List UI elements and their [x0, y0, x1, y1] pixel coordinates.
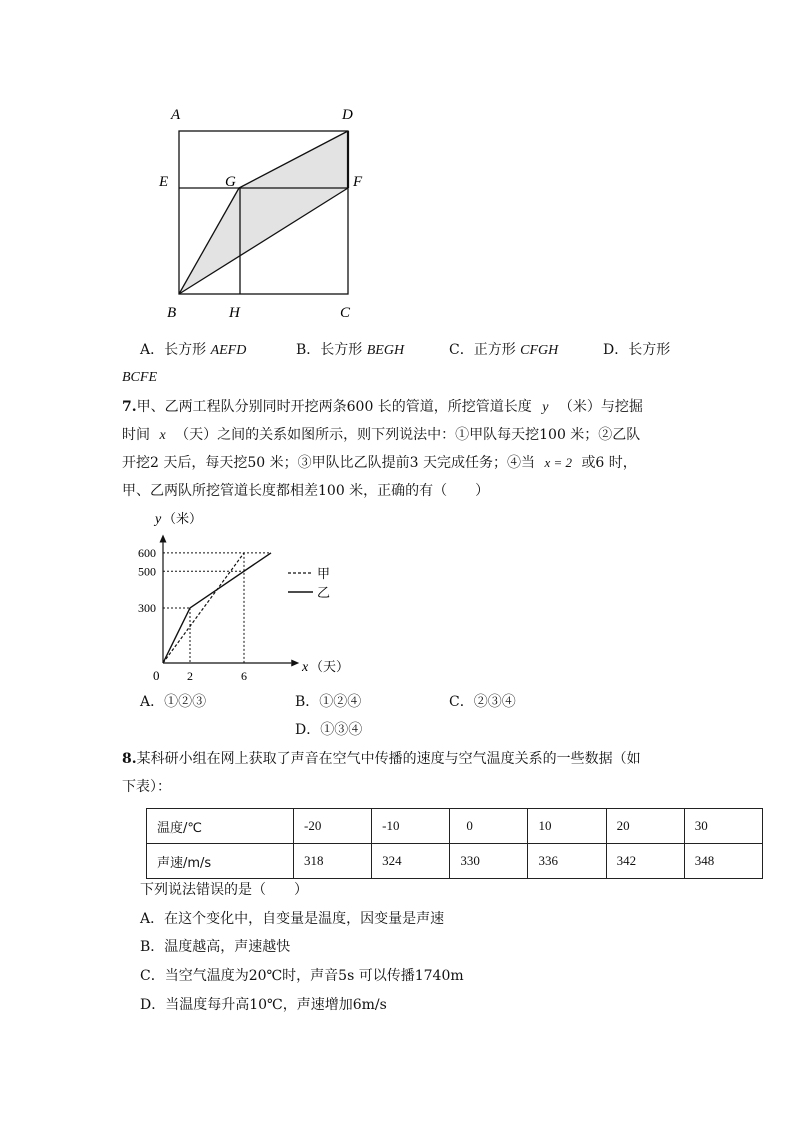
q7-option-b: B．①②④: [295, 694, 362, 710]
table-cell: 30: [684, 809, 762, 844]
table-row: [147, 844, 763, 879]
q6-option-c: [449, 340, 558, 361]
rectangle-diagram: [150, 100, 380, 330]
table-cell: -10: [372, 809, 450, 844]
label-e: E: [159, 174, 169, 190]
x-tick-label: 6: [241, 669, 247, 683]
origin-label: 0: [153, 668, 160, 683]
option-var: AEFD: [210, 343, 247, 358]
speed-table: [146, 808, 763, 879]
y-tick-label: 500: [138, 564, 156, 579]
option-var: BEGH: [366, 343, 405, 358]
label-d: D: [342, 107, 353, 123]
y-axis-arrow: [160, 535, 167, 543]
legend-jia-label: 甲: [317, 566, 331, 581]
q8-option-c: C．当空气温度为20℃时，声音5s 可以传播1740m: [140, 968, 464, 984]
q7-number: 7.: [122, 399, 137, 415]
x-axis-unit: （天）: [310, 659, 350, 674]
q7-line1-a: 甲、乙两工程队分别同时开挖两条600 长的管道，所挖管道长度: [136, 399, 532, 415]
table-cell: 342: [606, 844, 684, 879]
q8-question: 下列说法错误的是（ ）: [140, 882, 308, 898]
table-row-head: 温度/℃: [147, 809, 294, 844]
q7-line2-var: x: [159, 428, 166, 443]
option-prefix: A．长方形: [140, 342, 207, 358]
q6-option-d: [603, 340, 670, 360]
table-cell: 10: [528, 809, 606, 844]
table-row: [147, 809, 763, 844]
label-a: A: [171, 107, 181, 123]
q7-line1-b: （米）与挖掘: [558, 399, 643, 415]
q6-option-b: [296, 340, 404, 361]
q7-option-c: C．②③④: [449, 694, 516, 710]
table-cell: 318: [294, 844, 372, 879]
label-h: H: [229, 305, 240, 321]
q7-line-chart: [130, 505, 360, 690]
q8-number: 8.: [122, 751, 137, 767]
x-tick-label: 2: [187, 669, 193, 683]
q8-line1: [122, 749, 641, 769]
q7-line3: [122, 453, 637, 473]
q6-option-a: [140, 340, 246, 361]
table-cell: 20: [606, 809, 684, 844]
table-cell: 336: [528, 844, 606, 879]
y-axis-label: [153, 511, 202, 527]
q7-option-a: A．①②③: [140, 694, 207, 710]
legend-yi-label: 乙: [317, 585, 331, 600]
table-cell: 324: [372, 844, 450, 879]
label-g: G: [225, 174, 236, 190]
q6-option-d-var: BCFE: [122, 370, 157, 385]
q8-line2: 下表）：: [122, 779, 171, 795]
label-f: F: [353, 174, 363, 190]
q8-option-b: B．温度越高，声速越快: [140, 939, 291, 955]
q7-line3-a: 开挖2 天后，每天挖50 米；③甲队比乙队提前3 天完成任务；④当: [122, 455, 535, 471]
q7-line3-var: x = 2: [544, 455, 572, 470]
y-tick-label: 300: [138, 600, 156, 615]
q7-line1-var: y: [542, 400, 549, 415]
q7-line2: [122, 425, 640, 446]
table-cell: -20: [294, 809, 372, 844]
table-cell: 330: [450, 844, 528, 879]
y-axis-var: y: [155, 512, 162, 527]
option-prefix: B．长方形: [296, 342, 363, 358]
q8-option-d: D．当温度每升高10℃，声速增加6m/s: [140, 997, 387, 1013]
y-tick-label: 600: [138, 545, 156, 560]
x-axis-var: x: [302, 660, 309, 675]
q7-line3-b: 或6 时，: [581, 455, 637, 471]
option-prefix: D．长方形: [603, 342, 671, 358]
q8-option-a: A．在这个变化中，自变量是温度，因变量是声速: [140, 911, 445, 927]
option-var: CFGH: [520, 343, 559, 358]
y-axis-unit: （米）: [163, 511, 203, 526]
x-axis-label: [301, 659, 349, 675]
q7-option-d: D．①③④: [295, 722, 363, 738]
q7-line2-a: 时间: [122, 427, 150, 443]
table-cell: 348: [684, 844, 762, 879]
q8-line1-text: 某科研小组在网上获取了声音在空气中传播的速度与空气温度关系的一些数据（如: [136, 751, 641, 767]
q7-line1: [122, 397, 643, 418]
table-cell: 0: [450, 809, 528, 844]
label-c: C: [340, 305, 351, 321]
table-row-head: 声速/m/s: [147, 844, 294, 879]
q7-line4: 甲、乙两队所挖管道长度都相差100 米，正确的有（ ）: [122, 483, 490, 499]
q7-line2-b: （天）之间的关系如图所示，则下列说法中：①甲队每天挖100 米；②乙队: [175, 427, 641, 443]
option-prefix: C．正方形: [449, 342, 516, 358]
label-b: B: [167, 305, 177, 321]
x-axis-arrow: [291, 660, 299, 667]
legend: [288, 566, 330, 600]
